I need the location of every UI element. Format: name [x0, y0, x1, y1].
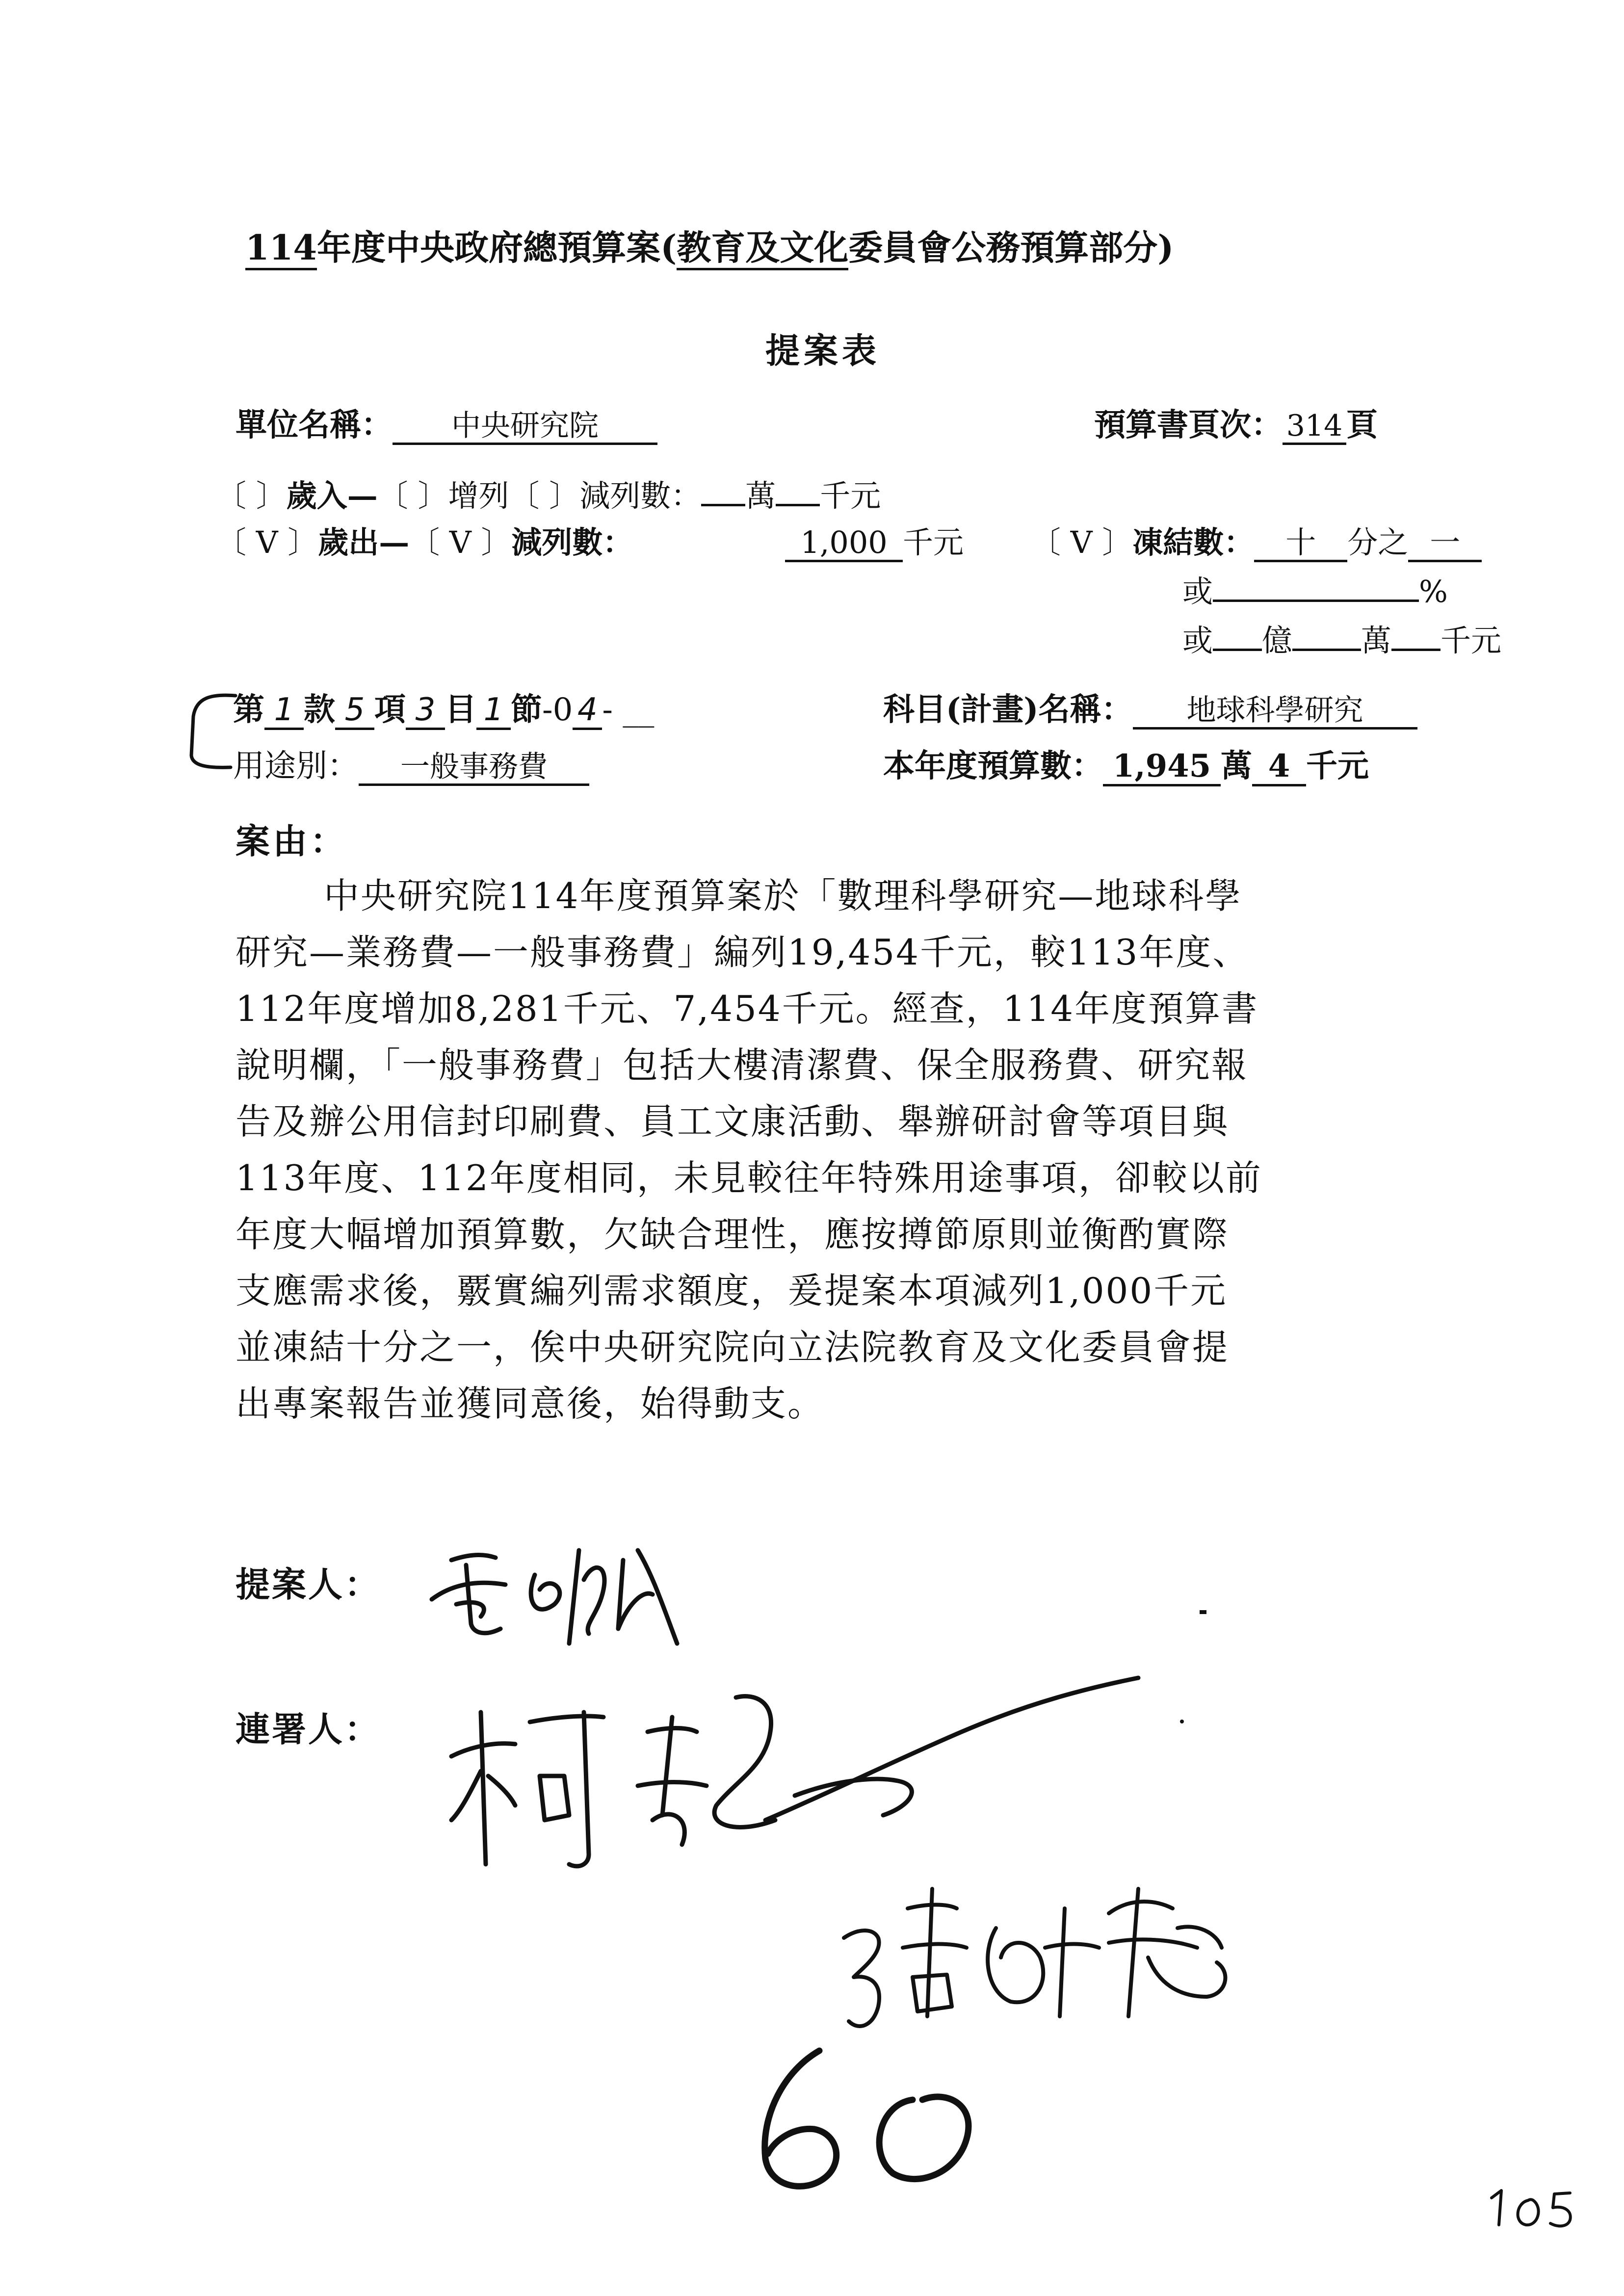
expense-label: 歲出—: [318, 524, 410, 560]
expense-reduce-label: 減列數：: [511, 524, 633, 560]
budget-wan-unit: 萬: [1221, 748, 1252, 784]
reason-label: 案由：: [236, 821, 347, 861]
stray-mark: [1200, 1610, 1206, 1614]
reason-line: 112年度增加8,281千元、7,454千元。經查，114年度預算書: [236, 988, 1259, 1029]
revenue-add-label: 增列: [448, 478, 509, 514]
revenue-add-checkbox[interactable]: 〔 〕: [377, 478, 448, 514]
class-mu-no: 3: [406, 694, 445, 730]
unit-row: [236, 407, 657, 445]
form-subtitle: 提案表: [765, 330, 880, 371]
subject-label: 科目(計畫)名稱：: [883, 691, 1133, 728]
freeze-percent-row: [1182, 576, 1448, 607]
reason-line: 中央研究院114年度預算案於「數理科學研究—地球科學: [324, 875, 1242, 916]
freeze-amount-or: 或: [1182, 623, 1213, 658]
subject-value: 地球科學研究: [1133, 696, 1417, 730]
class-code-tail: - __: [602, 692, 655, 728]
expense-amount-group: [785, 524, 964, 562]
reason-line: 告及辦公用信封印刷費、員工文康活動、舉辦研討會等項目與: [236, 1101, 1230, 1142]
class-xiang: 項: [374, 691, 406, 728]
class-xiang-no: 5: [335, 694, 374, 730]
class-di: 第: [233, 691, 264, 728]
cosigner-signature-2: [834, 1869, 1276, 2036]
expense-row: [216, 524, 633, 560]
page-ref-suffix: 頁: [1346, 407, 1378, 444]
freeze-qian-unit: 千元: [1441, 623, 1502, 658]
freeze-percent-sign: %: [1419, 574, 1448, 609]
class-kuan-no: 1: [264, 694, 304, 730]
usage-label: 用途別：: [233, 748, 359, 784]
subject-row: [883, 691, 1417, 730]
title-prefix: 年度中央政府總預算案(: [317, 227, 677, 268]
reason-line: 研究—業務費—一般事務費」編列19,454千元，較113年度、: [236, 932, 1250, 973]
freeze-percent-blank[interactable]: [1213, 598, 1419, 602]
usage-value: 一般事務費: [359, 752, 589, 786]
budget-qian-value: 4: [1252, 751, 1306, 786]
expense-reduce-checkbox[interactable]: 〔 V 〕: [409, 524, 512, 560]
reason-line: 年度大幅增加預算數，欠缺合理性，應按撙節原則並衡酌實際: [236, 1214, 1230, 1255]
freeze-label: 凍結數：: [1132, 524, 1255, 560]
revenue-checkbox[interactable]: 〔 〕: [216, 478, 287, 514]
title-year: 114: [245, 231, 317, 270]
freeze-amount-row: [1182, 623, 1502, 658]
page-ref-row: [1094, 407, 1378, 445]
revenue-qian-unit: 千元: [820, 478, 881, 514]
stray-mark: [1180, 1720, 1184, 1723]
budget-wan-value: 1,945: [1103, 751, 1221, 786]
freeze-percent-or: 或: [1182, 574, 1213, 609]
handwritten-number-60: [746, 2041, 1001, 2203]
handwritten-page-number: [1482, 2178, 1580, 2232]
page-number-text: 105: [1482, 2178, 1483, 2179]
usage-row: [233, 748, 589, 786]
expense-checkbox[interactable]: 〔 V 〕: [216, 524, 318, 560]
freeze-qian-blank[interactable]: [1391, 647, 1441, 651]
reason-line: 113年度、112年度相同，未見較往年特殊用途事項，卻較以前: [236, 1157, 1262, 1199]
class-code-hand: 4: [573, 694, 602, 730]
expense-amount-unit: 千元: [903, 524, 964, 560]
revenue-row: [216, 478, 881, 514]
reason-line: 支應需求後，覈實編列需求額度，爰提案本項減列1,000千元: [236, 1270, 1228, 1311]
page-ref-value: 314: [1283, 411, 1346, 445]
budget-row: [883, 748, 1369, 786]
reason-line: 說明欄，「一般事務費」包括大樓清潔費、保全服務費、研究報: [236, 1044, 1249, 1086]
class-mu: 目: [445, 691, 476, 728]
cosigner-label: 連署人：: [236, 1709, 381, 1749]
freeze-yi-unit: 億: [1262, 623, 1293, 658]
class-code-prefix: -0: [542, 692, 573, 728]
revenue-wan-blank[interactable]: [701, 502, 745, 506]
revenue-wan-unit: 萬: [745, 478, 776, 514]
freeze-denominator: 十: [1254, 527, 1347, 562]
title-committee: 教育及文化: [677, 231, 848, 270]
budget-label: 本年度預算數：: [883, 748, 1103, 784]
classification-row: [233, 691, 655, 730]
proposer-signature: [422, 1531, 736, 1658]
expense-amount: 1,000: [785, 527, 903, 562]
unit-label: 單位名稱：: [236, 407, 393, 444]
proposer-label: 提案人：: [236, 1564, 381, 1605]
freeze-checkbox[interactable]: 〔 V 〕: [1030, 524, 1133, 560]
class-kuan: 款: [304, 691, 335, 728]
freeze-wan-unit: 萬: [1361, 623, 1392, 658]
document-title: [245, 227, 1174, 270]
revenue-reduce-checkbox[interactable]: 〔 〕: [509, 478, 580, 514]
class-jie-no: 1: [476, 694, 511, 730]
freeze-numerator: 一: [1408, 527, 1482, 562]
title-suffix: 委員會公務預算部分): [848, 227, 1174, 268]
freeze-yi-blank[interactable]: [1213, 647, 1262, 651]
budget-qian-unit: 千元: [1306, 748, 1369, 784]
revenue-label: 歲入—: [286, 478, 378, 514]
unit-value: 中央研究院: [393, 411, 657, 445]
freeze-wan-blank[interactable]: [1292, 647, 1361, 651]
reason-line: 並凍結十分之一，俟中央研究院向立法院教育及文化委員會提: [236, 1327, 1230, 1368]
revenue-reduce-label: 減列數：: [579, 478, 702, 514]
freeze-group: [1030, 524, 1482, 562]
freeze-mid: 分之: [1347, 524, 1409, 560]
class-jie: 節: [511, 691, 542, 728]
revenue-qian-blank[interactable]: [776, 502, 820, 506]
page-ref-label: 預算書頁次：: [1094, 407, 1283, 444]
reason-line: 出專案報告並獲同意後，始得動支。: [236, 1383, 825, 1424]
